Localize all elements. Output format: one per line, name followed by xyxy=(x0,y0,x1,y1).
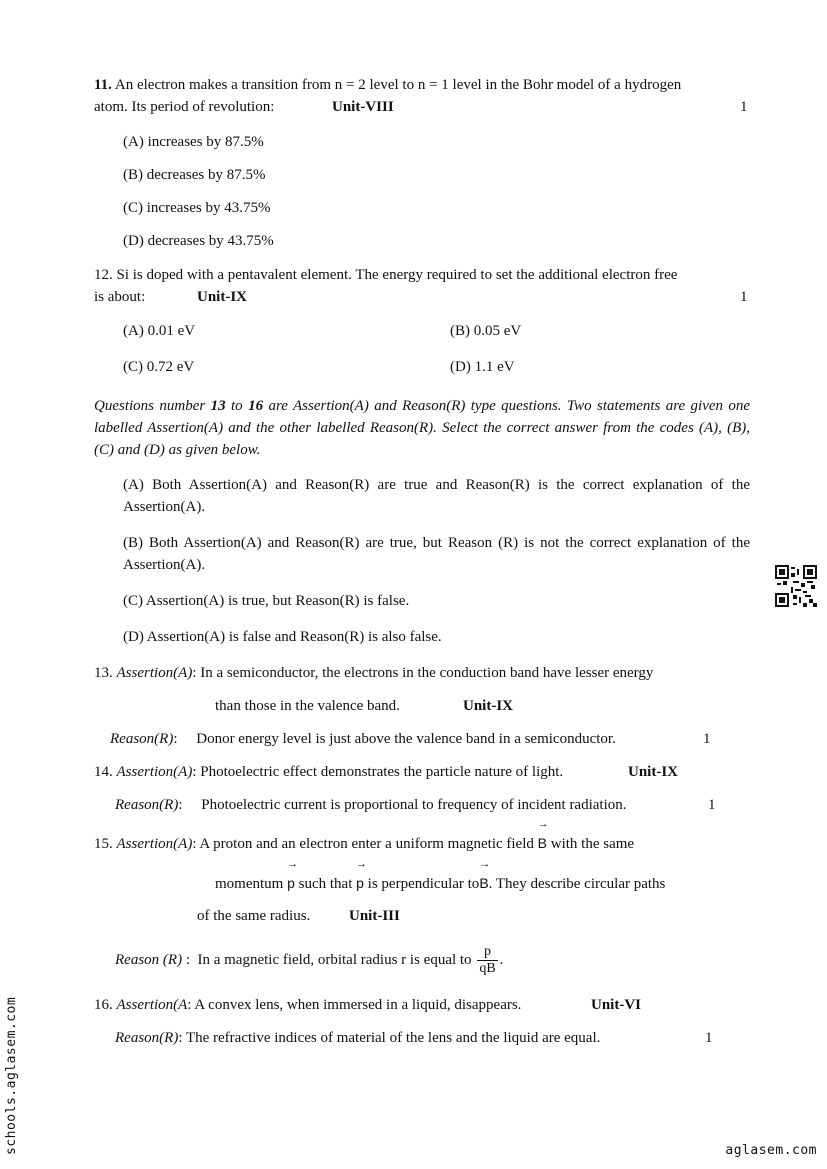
q11-option-a: (A) increases by 87.5% xyxy=(123,134,264,150)
q13-reason-label: Reason(R) xyxy=(110,731,174,747)
q14-marks: 1 xyxy=(708,797,716,813)
q14-reason: Reason(R): Photoelectric current is proportional to frequency of incident radiation. xyxy=(115,797,627,813)
q15-assertion-line3: of the same radius. xyxy=(197,908,311,924)
vector-p-symbol: → p xyxy=(356,858,368,891)
q14-assertion: 14. Assertion(A): Photoelectric effect demonstrates the particle nature of light. xyxy=(94,764,564,780)
q11-option-d: (D) decreases by 43.75% xyxy=(123,233,274,249)
q12-option-a: (A) 0.01 eV xyxy=(123,323,196,339)
q13-assertion-label: Assertion(A) xyxy=(116,665,193,681)
q12-unit: Unit-IX xyxy=(197,289,248,305)
code-c: (C) Assertion(A) is true, but Reason(R) is false. xyxy=(123,593,410,609)
q15-unit: Unit-III xyxy=(349,908,400,924)
side-watermark: schools.aglasem.com xyxy=(4,996,19,1155)
q11-unit: Unit-VIII xyxy=(332,99,394,115)
q11-line1 xyxy=(94,74,681,96)
vector-p-symbol: → p xyxy=(287,858,299,891)
q14-unit: Unit-IX xyxy=(628,764,679,780)
q15-assertion-label: Assertion(A) xyxy=(116,836,193,852)
q16-assertion: 16. Assertion(A: A convex lens, when immersed in a liquid, disappears. xyxy=(94,997,522,1013)
assertion-reason-instructions: Questions number 13 to 16 are Assertion(A) and Reason(R) type questions. Two statements are given one labelled Assertion(A) and the other labelled Reason(R). Select the correct answer from the codes (A), (B), (C) and (D) as given below. xyxy=(94,398,751,458)
code-d: (D) Assertion(A) is false and Reason(R) is also false. xyxy=(123,629,442,645)
q12-text-line2: is about: xyxy=(94,289,146,305)
q16-marks: 1 xyxy=(705,1030,713,1046)
q16-unit: Unit-VI xyxy=(591,997,642,1013)
q14-reason-label: Reason(R) xyxy=(115,797,179,813)
code-a: (A) Both Assertion(A) and Reason(R) are true and Reason(R) is the correct explanation of the Assertion(A). xyxy=(123,477,750,515)
q11-number: 11. xyxy=(94,77,112,93)
q12-option-b: (B) 0.05 eV xyxy=(450,323,522,339)
q11-line2 xyxy=(94,96,274,118)
q15-assertion-line1: 15. Assertion(A): A proton and an electron enter a uniform magnetic field → B with the same xyxy=(94,818,635,852)
q14-assertion-label: Assertion(A) xyxy=(116,764,193,780)
vector-b-symbol: → B xyxy=(479,858,491,891)
q12-option-c: (C) 0.72 eV xyxy=(123,359,195,375)
q11-option-c: (C) increases by 43.75% xyxy=(123,200,271,216)
q11-text-line2: atom. Its period of revolution: xyxy=(94,99,275,115)
footer-watermark: aglasem.com xyxy=(725,1143,817,1158)
q12-text-line1: 12. Si is doped with a pentavalent element. The energy required to set the additional electron free xyxy=(94,267,678,283)
q13-assertion-line2: than those in the valence band. xyxy=(215,698,400,714)
q15-assertion-line2: momentum → p such that → p is perpendicular to → B. They describe circular paths xyxy=(215,858,666,892)
q11-marks: 1 xyxy=(740,99,748,115)
q11-text-line1: An electron makes a transition from n = 2 level to n = 1 level in the Bohr model of a hydrogen xyxy=(114,77,682,93)
vector-b-symbol: → B xyxy=(537,818,549,851)
q13-reason: Reason(R): Donor energy level is just above the valence band in a semiconductor. xyxy=(110,731,616,747)
p-over-qb-fraction: $\frac{p}{qB}$ xyxy=(479,944,496,976)
q16-assertion-label: Assertion(A xyxy=(116,997,188,1013)
qr-code-icon xyxy=(775,565,817,607)
q16-reason-label: Reason(R) xyxy=(115,1030,179,1046)
q13-unit: Unit-IX xyxy=(463,698,514,714)
q16-reason: Reason(R): The refractive indices of material of the lens and the liquid are equal. xyxy=(115,1030,601,1046)
q15-reason: Reason (R) : In a magnetic field, orbital radius r is equal to $\frac{p}{qB}$ . xyxy=(115,944,504,976)
q12-marks: 1 xyxy=(740,289,748,305)
code-b: (B) Both Assertion(A) and Reason(R) are true, but Reason (R) is not the correct explanation of the Assertion(A). xyxy=(123,535,750,573)
q13-assertion-line1: 13. Assertion(A): In a semiconductor, the electrons in the conduction band have lesser energy xyxy=(94,665,654,681)
q12-option-d: (D) 1.1 eV xyxy=(450,359,515,375)
q13-marks: 1 xyxy=(703,731,711,747)
q15-reason-label: Reason (R) xyxy=(115,951,183,968)
q11-option-b: (B) decreases by 87.5% xyxy=(123,167,266,183)
